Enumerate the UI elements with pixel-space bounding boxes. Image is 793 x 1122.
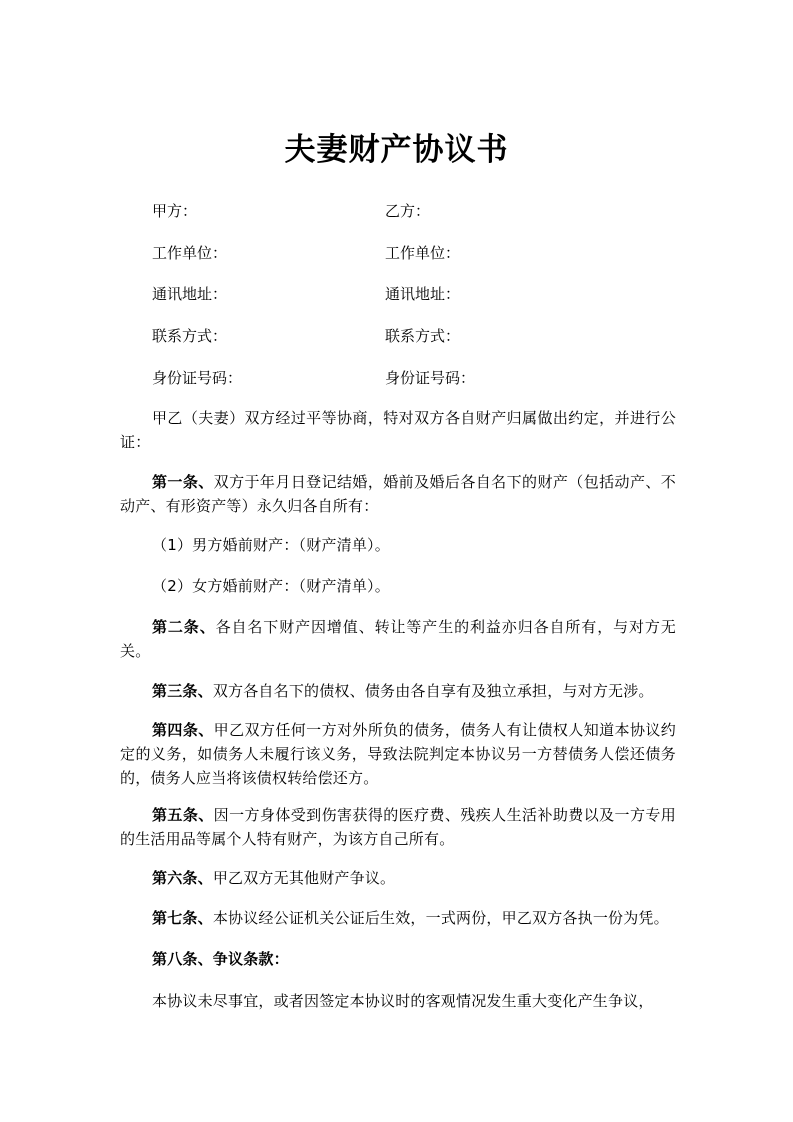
article-2-text: 各自名下财产因增值、转让等产生的利益亦归各自所有，与对方无关。: [120, 618, 676, 660]
article-7-label: 第七条、: [152, 909, 213, 927]
intro-paragraph: 甲乙（夫妻）双方经过平等协商，特对双方各自财产归属做出约定，并进行公证：: [120, 409, 676, 451]
article-4: [120, 718, 676, 790]
article-5-text: 因一方身体受到伤害获得的医疗费、残疾人生活补助费以及一方专用的生活用品等属个人特有财产，为该方自己所有。: [120, 806, 676, 848]
article-1-label: 第一条、: [152, 473, 214, 491]
article-2-label: 第二条、: [152, 618, 216, 636]
party-b-id-label: 身份证号码：: [385, 369, 476, 387]
article-6-label: 第六条、: [152, 869, 213, 887]
party-b-employer-label: 工作单位：: [385, 244, 461, 262]
article-3: [120, 679, 676, 703]
party-row-name: [0, 199, 793, 223]
party-row-id: [0, 366, 793, 390]
article-5-label: 第五条、: [152, 806, 214, 824]
article-2: [120, 615, 676, 663]
article-3-label: 第三条、: [152, 682, 213, 700]
item-2-text: （2）女方婚前财产：（财产清单）。: [152, 577, 390, 595]
document-title: 夫妻财产协议书: [284, 132, 509, 168]
article-3-text: 双方各自名下的债权、债务由各自享有及独立承担，与对方无涉。: [212, 682, 654, 700]
party-row-address: [0, 282, 793, 306]
party-a-contact-label: 联系方式：: [152, 327, 228, 345]
party-b-name-label: 乙方：: [385, 202, 431, 220]
article-1-item-2: [120, 574, 676, 598]
article-8: [120, 947, 676, 971]
party-a-id-label: 身份证号码：: [152, 369, 243, 387]
article-1-text: 双方于年月日登记结婚，婚前及婚后各自名下的财产（包括动产、不动产、有形资产等）永久归各自所有：: [120, 473, 676, 515]
party-row-contact: [0, 324, 793, 348]
item-1-text: （1）男方婚前财产：（财产清单）。: [152, 536, 390, 554]
article-6: [120, 866, 676, 890]
article-1-item-1: [120, 533, 676, 557]
party-row-employer: [0, 241, 793, 265]
closing-paragraph: [120, 989, 676, 1013]
party-b-address-label: 通讯地址：: [385, 285, 461, 303]
article-6-text: 甲乙双方无其他财产争议。: [212, 869, 396, 887]
party-a-name-label: 甲方：: [152, 202, 198, 220]
closing-text: 本协议未尽事宜，或者因签定本协议时的客观情况发生重大变化产生争议，: [152, 992, 654, 1010]
article-7: [120, 906, 676, 930]
article-5: [120, 803, 676, 851]
party-b-contact-label: 联系方式：: [385, 327, 461, 345]
article-8-label: 第八条、争议条款：: [152, 950, 289, 968]
party-a-employer-label: 工作单位：: [152, 244, 228, 262]
party-a-address-label: 通讯地址：: [152, 285, 228, 303]
article-4-text: 甲乙双方任何一方对外所负的债务，债务人有让债权人知道本协议约定的义务，如债务人未履行该义务，导致法院判定本协议另一方替债务人偿还债务的，债务人应当将该债权转给偿还方。: [120, 721, 676, 787]
article-1: [120, 470, 676, 518]
article-7-text: 本协议经公证机关公证后生效，一式两份，甲乙双方各执一份为凭。: [212, 909, 669, 927]
article-4-label: 第四条、: [152, 721, 214, 739]
